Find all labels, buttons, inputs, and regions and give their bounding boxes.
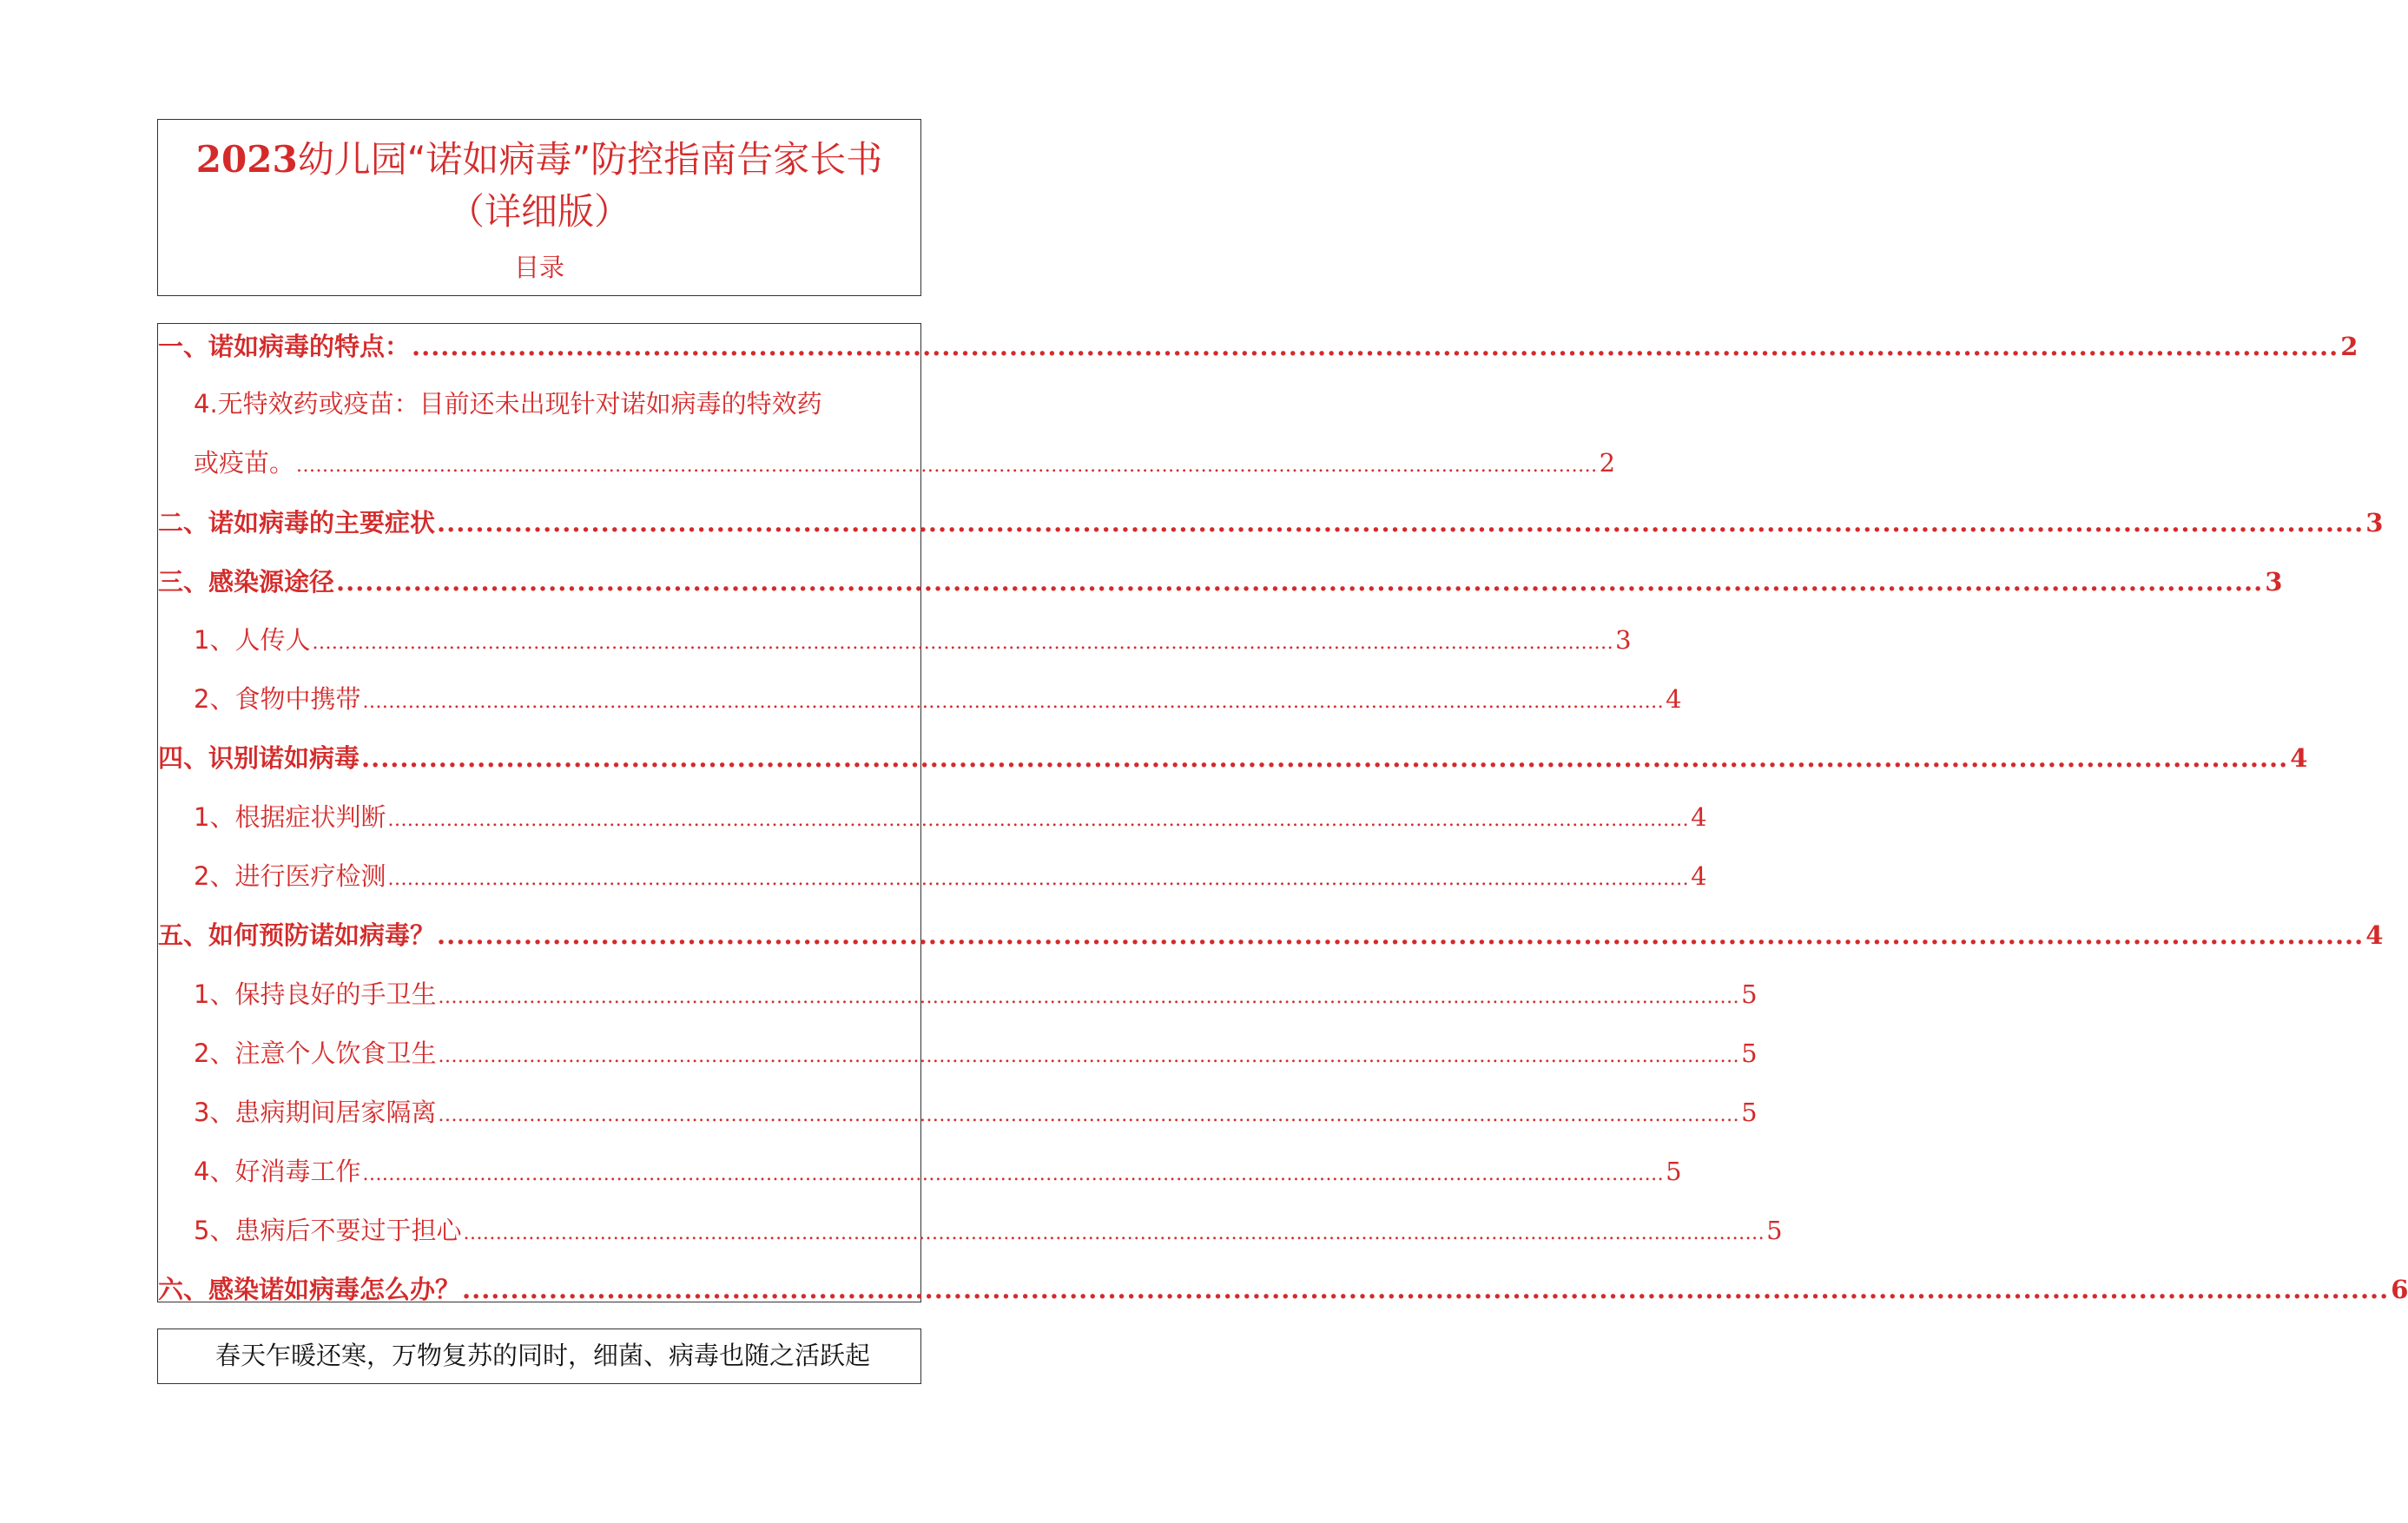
toc-entry[interactable] [194, 1152, 1682, 1188]
toc-page-number: 2 [2340, 332, 2359, 361]
toc-entry[interactable] [194, 798, 1707, 834]
toc-page-number: 5 [1741, 1098, 1758, 1127]
toc-entry[interactable] [158, 1270, 2408, 1306]
toc-page-number: 3 [2265, 567, 2283, 597]
toc-leader: ........................................................................................................................................................................................................ [438, 1104, 1740, 1126]
toc-leader: ........................................................................................................................................................................................................ [362, 1164, 1665, 1185]
toc-page-number: 4 [1666, 684, 1682, 714]
title-year: 2023 [195, 138, 298, 181]
toc-page-number: 4 [1691, 802, 1707, 832]
toc-leader: ........................................................................................................................................................................................................ [438, 1045, 1740, 1067]
title-main: 幼儿园“诺如病毒”防控指南告家长书 [297, 138, 883, 181]
toc-page-number: 4 [1691, 861, 1707, 891]
toc-entry[interactable] [158, 739, 2308, 775]
toc-entry[interactable] [194, 1093, 1758, 1129]
toc-entry-label: 1、保持良好的手卫生 [194, 979, 437, 1009]
title-box [157, 119, 921, 296]
toc-page-number: 5 [1766, 1216, 1783, 1245]
document-subtitle: （详细版） [447, 190, 630, 233]
toc-entry-label: 2、进行医疗检测 [194, 861, 386, 891]
toc-entry[interactable] [194, 621, 1632, 656]
toc-leader: ........................................................................................................................................................................................................ [296, 455, 1598, 477]
toc-page-number: 6 [2391, 1275, 2408, 1304]
toc-leader: ........................................................................................................................................................................................................ [361, 743, 2289, 773]
toc-leader: ........................................................................................................................................................................................................ [438, 986, 1740, 1008]
toc-page-number: 5 [1741, 979, 1758, 1009]
toc-entry-label: 2、注意个人饮食卫生 [194, 1038, 437, 1068]
toc-entry[interactable] [194, 680, 1682, 715]
toc-entry-wrapped-line[interactable]: 4.无特效药或疫苗：目前还未出现针对诺如病毒的特效药 [194, 389, 822, 419]
body-paragraph: 春天乍暖还寒，万物复苏的同时，细菌、病毒也随之活跃起 [215, 1341, 871, 1370]
toc-page-number: 2 [1599, 448, 1616, 478]
toc-page-number: 4 [2365, 920, 2384, 950]
toc-entry-label: 三、感染源途径 [158, 567, 335, 597]
document-title [158, 135, 920, 184]
toc-entry-label: 5、患病后不要过于担心 [194, 1216, 462, 1245]
toc-entry[interactable] [158, 504, 2384, 539]
toc-entry-label: 2、食物中携带 [194, 684, 361, 714]
toc-entry-label: 二、诺如病毒的主要症状 [158, 508, 436, 537]
toc-entry[interactable] [194, 1211, 1783, 1247]
toc-entry-label: 六、感染诺如病毒怎么办？ [158, 1275, 461, 1304]
toc-leader: ........................................................................................................................................................................................................ [437, 508, 2365, 537]
toc-entry-label: 四、识别诺如病毒 [158, 743, 360, 773]
body-text-box [157, 1329, 921, 1384]
toc-entry[interactable] [194, 857, 1707, 893]
toc-entry-label: 五、如何预防诺如病毒？ [158, 920, 436, 950]
toc-leader: ........................................................................................................................................................................................................ [312, 632, 1614, 654]
toc-leader: ........................................................................................................................................................................................................ [362, 691, 1665, 713]
toc-entry-label: 一、诺如病毒的特点： [158, 332, 411, 361]
toc-heading: 目录 [513, 253, 564, 282]
toc-leader: ........................................................................................................................................................................................................ [387, 809, 1690, 831]
toc-entry[interactable] [158, 916, 2384, 952]
toc-leader: ........................................................................................................................................................................................................ [336, 567, 2264, 597]
toc-entry-label: 3、患病期间居家隔离 [194, 1098, 437, 1127]
toc-leader: ........................................................................................................................................................................................................ [437, 920, 2365, 950]
toc-entry-label: 或疫苗。 [194, 448, 295, 478]
toc-entry[interactable] [194, 1034, 1758, 1070]
toc-entry-label: 4、好消毒工作 [194, 1157, 361, 1186]
toc-page-number: 5 [1741, 1038, 1758, 1068]
toc-entry[interactable] [194, 444, 1616, 479]
toc-page-number: 5 [1666, 1157, 1682, 1186]
toc-leader: ........................................................................................................................................................................................................ [462, 1275, 2390, 1304]
toc-page-number: 3 [1615, 625, 1632, 655]
toc-leader: ........................................................................................................................................................................................................ [387, 868, 1690, 890]
toc-entry[interactable] [158, 563, 2283, 598]
toc-leader: ........................................................................................................................................................................................................ [463, 1223, 1765, 1244]
toc-entry-label: 1、人传人 [194, 625, 311, 655]
toc-leader: ........................................................................................................................................................................................................ [412, 332, 2339, 361]
toc-entry[interactable] [194, 975, 1758, 1011]
toc-page-number: 3 [2365, 508, 2384, 537]
toc-page-number: 4 [2290, 743, 2308, 773]
toc-entry-label: 1、根据症状判断 [194, 802, 386, 832]
toc-entry[interactable] [158, 327, 2359, 363]
table-of-contents [157, 323, 2408, 1304]
